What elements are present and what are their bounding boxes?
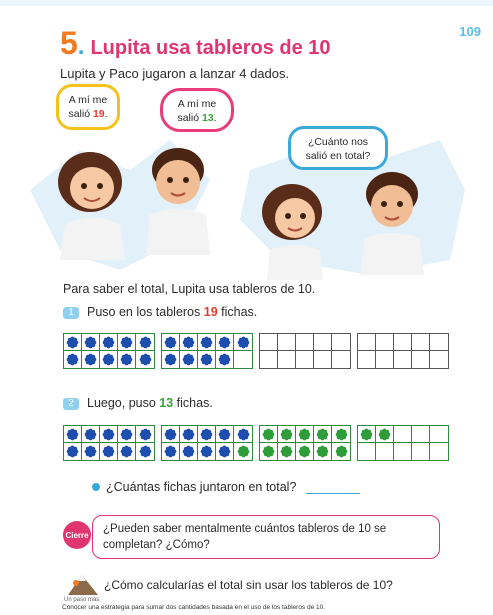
ten-frame-cell <box>136 351 154 368</box>
cierre-box <box>92 515 440 559</box>
ten-frame-cell <box>118 351 136 368</box>
ten-frame-cell <box>376 426 394 443</box>
counter-chip-icon <box>84 428 97 441</box>
ten-frame-cell <box>118 426 136 443</box>
ten-frame-cell <box>82 443 100 460</box>
counter-chip-icon <box>84 353 97 366</box>
ten-frame-cell <box>260 426 278 443</box>
extra-question: ¿Cómo calcularías el total sin usar los tableros de 10? <box>104 578 393 592</box>
counter-chip-icon <box>200 336 213 349</box>
counter-chip-icon <box>218 336 231 349</box>
ten-frame-cell <box>180 334 198 351</box>
bubble-paco-prefix: salió <box>177 112 202 124</box>
ten-frame-cell <box>136 426 154 443</box>
bubble-lupita-suffix: . <box>104 108 108 120</box>
counter-chip-icon <box>182 445 195 458</box>
ten-frame-cell <box>430 426 448 443</box>
cierre-line1: ¿Pueden saber mentalmente cuántos tableros de 10 se <box>103 523 387 535</box>
ten-frame-cell <box>430 351 448 368</box>
ten-frame-cell <box>118 443 136 460</box>
ten-frame-cell <box>82 351 100 368</box>
ten-frame-cell <box>162 334 180 351</box>
bubble-both-line1: ¿Cuánto nos <box>307 136 369 148</box>
ten-frame-cell <box>234 443 252 460</box>
step1-boards <box>63 333 449 369</box>
ten-frame-board <box>357 425 449 461</box>
step1-prefix: Puso en los tableros <box>87 305 204 319</box>
counter-chip-icon <box>218 428 231 441</box>
ten-frame-cell <box>376 443 394 460</box>
answer-line-input[interactable] <box>306 481 360 494</box>
lesson-number: 5 <box>60 25 78 61</box>
ten-frame-cell <box>216 351 234 368</box>
counter-chip-icon <box>316 445 329 458</box>
ten-frame-cell <box>376 334 394 351</box>
ten-frame-cell <box>430 443 448 460</box>
ten-frame-cell <box>216 443 234 460</box>
ten-frame-cell <box>296 334 314 351</box>
ten-frame-cell <box>198 443 216 460</box>
ten-frame-cell <box>198 426 216 443</box>
ten-frame-cell <box>198 334 216 351</box>
counter-chip-icon <box>66 353 79 366</box>
ten-frame-cell <box>332 334 350 351</box>
ten-frame-cell <box>136 334 154 351</box>
ten-frame-cell <box>64 334 82 351</box>
footer-objective: Conocer una estrategia para sumar dos cantidades basada en el uso de los tableros de 10. <box>62 604 326 611</box>
step2-number: 2 <box>63 398 79 410</box>
cierre-badge-text: Cierre <box>65 531 89 540</box>
ten-frame-cell <box>64 426 82 443</box>
counter-chip-icon <box>182 336 195 349</box>
ten-frame-cell <box>136 443 154 460</box>
ten-frame-cell <box>358 443 376 460</box>
ten-frame-cell <box>278 351 296 368</box>
bubble-lupita-value: 19 <box>92 108 105 120</box>
counter-chip-icon <box>316 428 329 441</box>
counter-chip-icon <box>139 445 152 458</box>
counter-chip-icon <box>237 428 250 441</box>
ten-frame-cell <box>234 351 252 368</box>
ten-frame-cell <box>234 334 252 351</box>
ten-frame-cell <box>358 334 376 351</box>
ten-frame-cell <box>358 351 376 368</box>
bullet-dot-icon <box>92 483 100 491</box>
ten-frame-cell <box>296 426 314 443</box>
lesson-number-dot: . <box>77 33 85 60</box>
ten-frame-cell <box>180 443 198 460</box>
counter-chip-icon <box>262 428 275 441</box>
ten-frame-cell <box>100 426 118 443</box>
bubble-lupita-prefix: salió <box>68 108 93 120</box>
step2-sentence <box>63 396 213 410</box>
counter-chip-icon <box>280 428 293 441</box>
counter-chip-icon <box>102 336 115 349</box>
ten-frame-cell <box>260 334 278 351</box>
ten-frame-cell <box>162 351 180 368</box>
ten-frame-cell <box>412 426 430 443</box>
bubble-paco-value: 13 <box>201 112 214 124</box>
counter-chip-icon <box>335 428 348 441</box>
counter-chip-icon <box>66 336 79 349</box>
step2-boards <box>63 425 449 461</box>
counter-chip-icon <box>280 445 293 458</box>
speech-bubble-lupita <box>56 84 120 130</box>
counter-chip-icon <box>139 428 152 441</box>
counter-chip-icon <box>102 445 115 458</box>
ten-frame-board <box>357 333 449 369</box>
bubble-lupita-line2 <box>67 107 109 121</box>
page-number: 109 <box>459 24 481 39</box>
counter-chip-icon <box>218 445 231 458</box>
ten-frame-cell <box>180 351 198 368</box>
counter-chip-icon <box>164 445 177 458</box>
counter-chip-icon <box>66 445 79 458</box>
ten-frame-board <box>63 333 155 369</box>
counter-chip-icon <box>200 445 213 458</box>
lesson-title-text: Lupita usa tableros de 10 <box>90 37 331 59</box>
counter-chip-icon <box>335 445 348 458</box>
counter-chip-icon <box>360 428 373 441</box>
ten-frame-cell <box>100 351 118 368</box>
counter-chip-icon <box>84 336 97 349</box>
ten-frame-cell <box>100 443 118 460</box>
counter-chip-icon <box>120 445 133 458</box>
ten-frame-cell <box>412 443 430 460</box>
counter-chip-icon <box>182 428 195 441</box>
ten-frame-cell <box>64 443 82 460</box>
counter-chip-icon <box>164 336 177 349</box>
ten-frame-cell <box>64 351 82 368</box>
counter-chip-icon <box>298 445 311 458</box>
total-question-text: ¿Cuántas fichas juntaron en total? <box>106 480 297 494</box>
step1-number: 1 <box>63 307 79 319</box>
lesson-title <box>60 27 331 61</box>
counter-chip-icon <box>139 353 152 366</box>
ten-frame-board <box>63 425 155 461</box>
ten-frame-board <box>161 333 253 369</box>
counter-chip-icon <box>200 353 213 366</box>
ten-frame-cell <box>216 334 234 351</box>
bubble-lupita-line1: A mí me <box>68 94 108 106</box>
ten-frame-cell <box>100 334 118 351</box>
step2-prefix: Luego, puso <box>87 396 160 410</box>
step2-value: 13 <box>159 396 174 410</box>
counter-chip-icon <box>120 428 133 441</box>
ten-frame-cell <box>82 426 100 443</box>
speech-bubble-paco <box>160 88 234 132</box>
counter-chip-icon <box>84 445 97 458</box>
total-sentence: Para saber el total, Lupita usa tableros de 10. <box>63 282 316 296</box>
ten-frame-cell <box>314 426 332 443</box>
ten-frame-board <box>259 333 351 369</box>
extra-label: Un paso más <box>64 597 100 603</box>
ten-frame-cell <box>430 334 448 351</box>
total-question <box>92 480 360 494</box>
cierre-line2: completan? ¿Cómo? <box>103 539 210 551</box>
header-band <box>0 0 493 6</box>
ten-frame-cell <box>376 351 394 368</box>
bubble-paco-line1: A mí me <box>177 98 217 110</box>
bubble-both-line2: salió en total? <box>305 150 371 162</box>
counter-chip-icon <box>102 353 115 366</box>
counter-chip-icon <box>200 428 213 441</box>
counter-chip-icon <box>102 428 115 441</box>
counter-chip-icon <box>237 445 250 458</box>
counter-chip-icon <box>66 428 79 441</box>
ten-frame-cell <box>394 426 412 443</box>
counter-chip-icon <box>164 353 177 366</box>
ten-frame-cell <box>162 443 180 460</box>
ten-frame-board <box>161 425 253 461</box>
step1-sentence <box>63 305 257 319</box>
ten-frame-cell <box>82 334 100 351</box>
counter-chip-icon <box>164 428 177 441</box>
ten-frame-cell <box>332 426 350 443</box>
counter-chip-icon <box>298 428 311 441</box>
ten-frame-cell <box>314 443 332 460</box>
ten-frame-cell <box>394 334 412 351</box>
counter-chip-icon <box>378 428 391 441</box>
counter-chip-icon <box>182 353 195 366</box>
ten-frame-cell <box>118 334 136 351</box>
ten-frame-cell <box>216 426 234 443</box>
ten-frame-cell <box>162 426 180 443</box>
counter-chip-icon <box>237 336 250 349</box>
intro-text: Lupita y Paco jugaron a lanzar 4 dados. <box>60 66 290 81</box>
ten-frame-cell <box>260 351 278 368</box>
ten-frame-cell <box>198 351 216 368</box>
ten-frame-cell <box>412 351 430 368</box>
counter-chip-icon <box>120 336 133 349</box>
counter-chip-icon <box>218 353 231 366</box>
bubble-paco-line2 <box>171 111 223 125</box>
step1-value: 19 <box>203 305 218 319</box>
ten-frame-cell <box>314 334 332 351</box>
mountain-climber-icon <box>66 569 100 597</box>
ten-frame-cell <box>180 426 198 443</box>
counter-chip-icon <box>262 445 275 458</box>
ten-frame-cell <box>296 443 314 460</box>
ten-frame-cell <box>332 443 350 460</box>
ten-frame-cell <box>278 426 296 443</box>
ten-frame-cell <box>278 443 296 460</box>
bubble-paco-suffix: . <box>213 112 217 124</box>
ten-frame-cell <box>260 443 278 460</box>
step2-suffix: fichas. <box>173 396 213 410</box>
counter-chip-icon <box>139 336 152 349</box>
cierre-badge-icon <box>62 520 92 550</box>
ten-frame-cell <box>394 443 412 460</box>
ten-frame-cell <box>394 351 412 368</box>
ten-frame-board <box>259 425 351 461</box>
ten-frame-cell <box>278 334 296 351</box>
counter-chip-icon <box>120 353 133 366</box>
ten-frame-cell <box>332 351 350 368</box>
ten-frame-cell <box>296 351 314 368</box>
ten-frame-cell <box>234 426 252 443</box>
ten-frame-cell <box>412 334 430 351</box>
ten-frame-cell <box>358 426 376 443</box>
speech-bubble-both <box>288 126 388 170</box>
step1-suffix: fichas. <box>217 305 258 319</box>
ten-frame-cell <box>314 351 332 368</box>
children-illustration <box>20 130 470 280</box>
